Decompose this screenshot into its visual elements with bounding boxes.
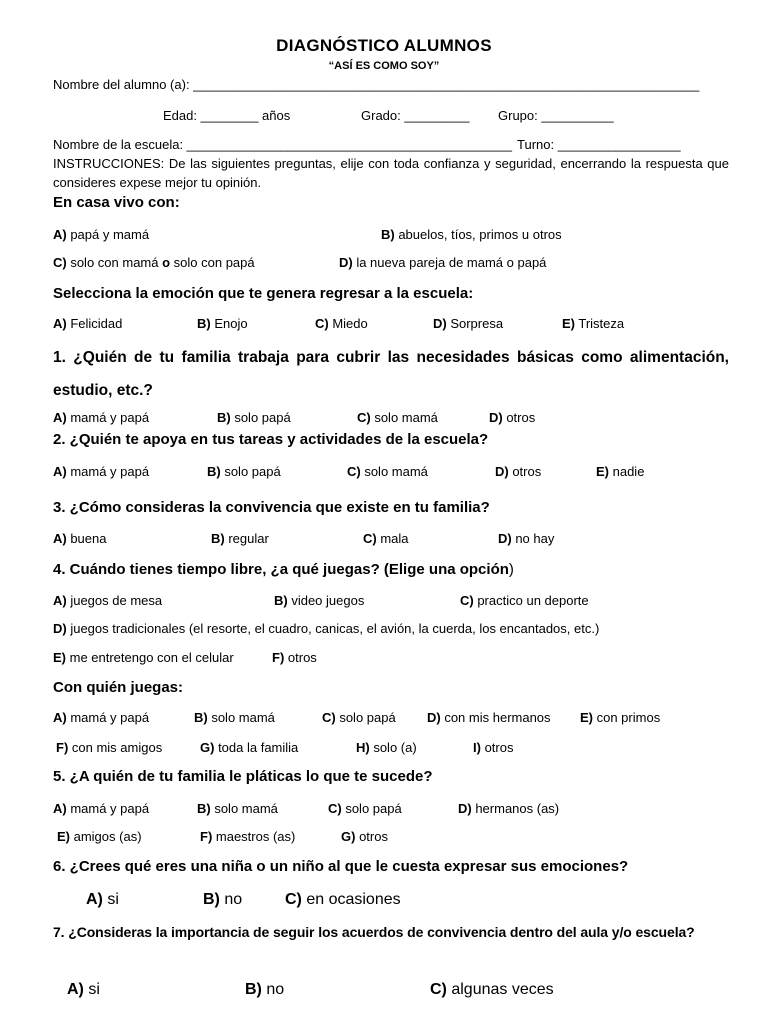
- option-h[interactable]: H) solo (a): [356, 740, 417, 755]
- option-a[interactable]: A) si: [67, 981, 100, 998]
- student-name-field[interactable]: Nombre del alumno (a): ______________________________________________________________________: [53, 77, 700, 92]
- question-3: 3. ¿Cómo consideras la convivencia que existe en tu familia?: [53, 499, 490, 516]
- option-e[interactable]: E) con primos: [580, 710, 661, 725]
- option-a[interactable]: A) mamá y papá: [53, 710, 150, 725]
- option-d[interactable]: D) con mis hermanos: [427, 710, 551, 725]
- option-e[interactable]: E) amigos (as): [57, 829, 142, 844]
- school-name-field[interactable]: Nombre de la escuela: _____________________________________________: [53, 137, 513, 152]
- option-f[interactable]: F) maestros (as): [200, 829, 296, 844]
- question-6: 6. ¿Crees qué eres una niña o un niño al que le cuesta expresar sus emociones?: [53, 858, 629, 875]
- option-f[interactable]: F) con mis amigos: [56, 740, 163, 755]
- document-title: DIAGNÓSTICO ALUMNOS: [276, 36, 492, 55]
- option-b[interactable]: B) video juegos: [274, 593, 365, 608]
- option-d[interactable]: D) juegos tradicionales (el resorte, el cuadro, canicas, el avión, la cuerda, los encantados, etc.): [53, 621, 600, 636]
- option-b[interactable]: B) solo papá: [207, 464, 281, 479]
- option-c[interactable]: C) algunas veces: [430, 981, 554, 998]
- grade-field[interactable]: Grado: _________: [361, 108, 470, 123]
- option-a[interactable]: A) mamá y papá: [53, 464, 150, 479]
- option-b[interactable]: B) Enojo: [197, 316, 248, 331]
- option-e[interactable]: E) Tristeza: [562, 316, 625, 331]
- option-e[interactable]: E) me entretengo con el celular: [53, 650, 234, 665]
- option-c[interactable]: C) solo mamá: [347, 464, 428, 479]
- option-b[interactable]: B) no: [203, 891, 243, 908]
- option-d[interactable]: D) no hay: [498, 531, 555, 546]
- option-d[interactable]: D) hermanos (as): [458, 801, 560, 816]
- option-b[interactable]: B) abuelos, tíos, primos u otros: [381, 227, 562, 242]
- question-home: En casa vivo con:: [53, 194, 180, 211]
- option-a[interactable]: A) Felicidad: [53, 316, 123, 331]
- instructions: INSTRUCCIONES: De las siguientes preguntas, elije con toda confianza y seguridad, encerrando la respuesta que consideres expese mejor tu opinión.: [53, 156, 729, 190]
- question-emotion: Selecciona la emoción que te genera regresar a la escuela:: [53, 285, 474, 302]
- option-b[interactable]: B) regular: [211, 531, 269, 546]
- option-c[interactable]: C) mala: [363, 531, 409, 546]
- option-d[interactable]: D) otros: [495, 464, 542, 479]
- age-field[interactable]: Edad: ________ años: [163, 108, 291, 123]
- option-a[interactable]: A) papá y mamá: [53, 227, 150, 242]
- option-a[interactable]: A) mamá y papá: [53, 410, 150, 425]
- question-7: 7. ¿Consideras la importancia de seguir los acuerdos de convivencia dentro del aula y/o escuela?: [53, 924, 695, 940]
- shift-field[interactable]: Turno: _________________: [517, 137, 681, 152]
- option-g[interactable]: G) toda la familia: [200, 740, 299, 755]
- option-b[interactable]: B) no: [245, 981, 285, 998]
- option-b[interactable]: B) solo mamá: [197, 801, 278, 816]
- option-b[interactable]: B) solo mamá: [194, 710, 275, 725]
- document-subtitle: “ASÍ ES COMO SOY”: [328, 60, 440, 72]
- option-c[interactable]: C) solo con mamá o solo con papá: [53, 255, 255, 270]
- option-e[interactable]: E) nadie: [596, 464, 645, 479]
- option-a[interactable]: A) buena: [53, 531, 107, 546]
- option-c[interactable]: C) Miedo: [315, 316, 368, 331]
- option-a[interactable]: A) juegos de mesa: [53, 593, 163, 608]
- option-a[interactable]: A) mamá y papá: [53, 801, 150, 816]
- question-1: 1. ¿Quién de tu familia trabaja para cubrir las necesidades básicas como alimentación, estudio, etc.?: [53, 349, 729, 399]
- option-b[interactable]: B) solo papá: [217, 410, 291, 425]
- option-c[interactable]: C) practico un deporte: [460, 593, 589, 608]
- option-c[interactable]: C) solo papá: [322, 710, 396, 725]
- group-field[interactable]: Grupo: __________: [498, 108, 614, 123]
- option-c[interactable]: C) solo mamá: [357, 410, 438, 425]
- option-a[interactable]: A) si: [86, 891, 119, 908]
- question-4: 4. Cuándo tienes tiempo libre, ¿a qué juegas? (Elige una opción): [53, 561, 514, 578]
- option-d[interactable]: D) Sorpresa: [433, 316, 504, 331]
- question-play-with: Con quién juegas:: [53, 679, 184, 696]
- option-c[interactable]: C) solo papá: [328, 801, 402, 816]
- option-f[interactable]: F) otros: [272, 650, 317, 665]
- question-2: 2. ¿Quién te apoya en tus tareas y actividades de la escuela?: [53, 431, 489, 448]
- option-i[interactable]: I) otros: [473, 740, 514, 755]
- question-5: 5. ¿A quién de tu familia le pláticas lo que te sucede?: [53, 768, 433, 785]
- option-d[interactable]: D) otros: [489, 410, 536, 425]
- option-d[interactable]: D) la nueva pareja de mamá o papá: [339, 255, 547, 270]
- option-g[interactable]: G) otros: [341, 829, 388, 844]
- option-c[interactable]: C) en ocasiones: [285, 891, 401, 908]
